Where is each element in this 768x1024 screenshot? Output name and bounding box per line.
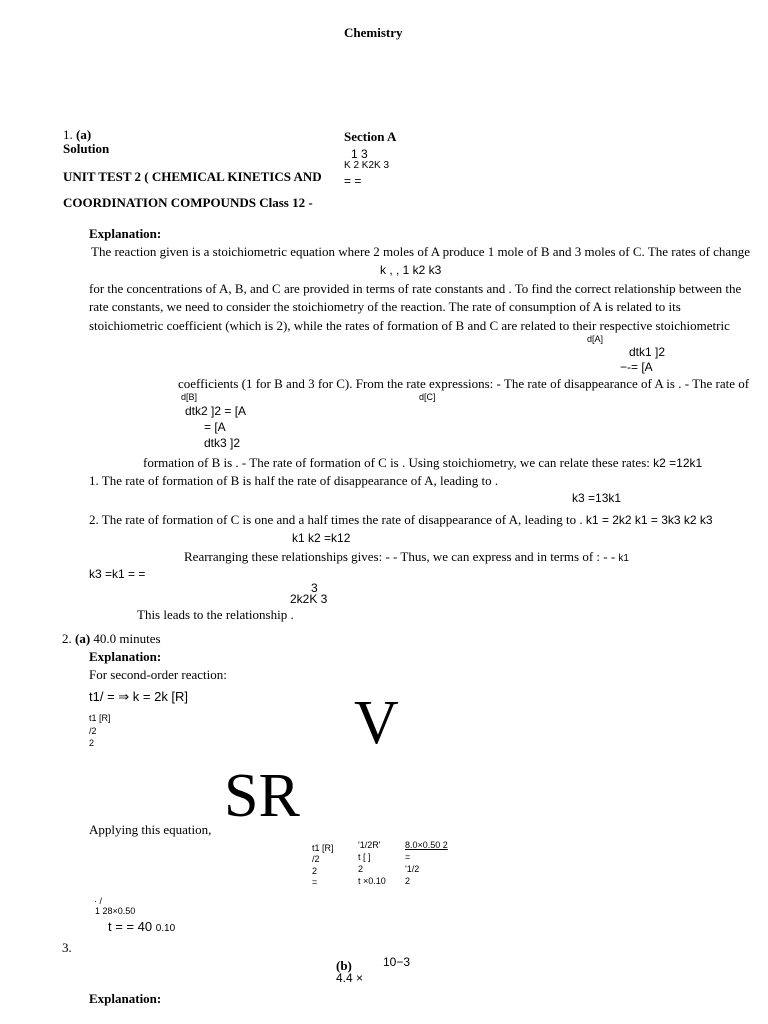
question-2-number: 2. (a) 40.0 minutes: [62, 631, 161, 646]
text-line: formation of B is . - The rate of formation of C is . Using stoichiometry, we can relate these rates: k2 =12k1: [143, 455, 703, 470]
math-rate-a-2: −-= [A: [620, 360, 653, 374]
test-title-line-2: COORDINATION COMPOUNDS Class 12 -: [63, 195, 313, 210]
answer-fraction: K 2 K2K 3: [344, 160, 390, 171]
text-line: 1. The rate of formation of B is half the rate of disappearance of A, leading to .: [89, 473, 499, 488]
math-rate-a: dtk1 ]2: [629, 345, 666, 359]
watermark-letter-v: V: [354, 689, 399, 757]
text-line: Applying this equation,: [89, 822, 212, 837]
result-equation: t = = 40 0.10: [108, 919, 176, 934]
math-k3-equation: k3 =k1 = =: [89, 567, 146, 581]
answer-equals: = =: [344, 174, 362, 188]
math-dA: d[A]: [587, 334, 604, 344]
math-k3-relation: k3 =13k1: [572, 491, 622, 505]
answer-fraction-top: 1 3: [351, 147, 368, 161]
result-small: · /: [94, 896, 102, 906]
calc-column-2: '1/2R' t [ ] 2 t ×0.10: [358, 840, 386, 887]
text-line: for the concentrations of A, B, and C are provided in terms of rate constants and . To find the correct relationship between the: [89, 281, 742, 296]
math-formula-sub: 2: [89, 738, 95, 748]
section-label: Section A: [344, 129, 397, 144]
result-small-2: 1 28×0.50: [95, 906, 136, 916]
calc-column-3: 8.0×0.50 2 = '1/2 2: [405, 840, 448, 887]
math-value: 4.4 ×: [336, 971, 364, 985]
math-rate-b-2: = [A: [204, 420, 226, 434]
math-formula-sub: /2: [89, 726, 97, 736]
question-3-option: (b): [336, 958, 352, 973]
math-formula-sub: t1 [R]: [89, 713, 111, 723]
text-line: For second-order reaction:: [89, 667, 227, 682]
calc-column-1: t1 [R] /2 2 =: [312, 843, 334, 887]
text-line: coefficients (1 for B and 3 for C). From the rate expressions: - The rate of disappearance of A is . - The rate of: [178, 376, 750, 391]
explanation-label: Explanation:: [89, 991, 162, 1006]
math-dC: d[C]: [419, 392, 436, 402]
test-title-line-1: UNIT TEST 2 ( CHEMICAL KINETICS AND: [63, 169, 322, 184]
text-line: The reaction given is a stoichiometric equation where 2 moles of A produce 1 mole of B and 3 moles of C. The rates of change: [91, 244, 750, 259]
text-line: rate constants, we need to consider the stoichiometry of the reaction. The rate of consumption of A is related to its: [89, 299, 681, 314]
text-line: stoichiometric coefficient (which is 2), while the rates of formation of B and C are related to their respective stoichiometric: [89, 318, 730, 333]
math-k1-small: k1: [618, 553, 629, 564]
text-line: Rearranging these relationships gives: - - Thus, we can express and in terms of : - - k1: [184, 549, 629, 564]
math-final-top: 3: [311, 581, 318, 595]
math-rate-c: dtk3 ]2: [204, 436, 241, 450]
question-1-number: 1. (a): [63, 127, 92, 142]
math-rate-constants: k , , 1 k2 k3: [380, 263, 442, 277]
math-power: 10−3: [383, 955, 411, 969]
math-k2-relation: k2 =12k1: [653, 456, 703, 470]
question-3-number: 3.: [62, 940, 72, 955]
math-k1-k2: k1 k2 =k12: [292, 531, 351, 545]
math-rate-b: dtk2 ]2 = [A: [185, 404, 247, 418]
solution-label: Solution: [63, 141, 110, 156]
math-final: 2k2K 3: [290, 592, 328, 606]
math-k1-equation: k1 = 2k2 k1 = 3k3 k2 k3: [585, 513, 713, 527]
text-line: 2. The rate of formation of C is one and a half times the rate of disappearance of A, leading to . k1 = 2k2 k1 = 3k3 k2 k3: [89, 512, 713, 527]
page-title: Chemistry: [344, 25, 403, 40]
math-dB: d[B]: [181, 392, 198, 402]
watermark-letters-sr: SR: [224, 762, 300, 830]
explanation-label: Explanation:: [89, 649, 162, 664]
math-formula: t1/ = ⇒ k = 2k [R]: [89, 689, 189, 704]
text-line: This leads to the relationship .: [137, 607, 294, 622]
explanation-label: Explanation:: [89, 226, 162, 241]
